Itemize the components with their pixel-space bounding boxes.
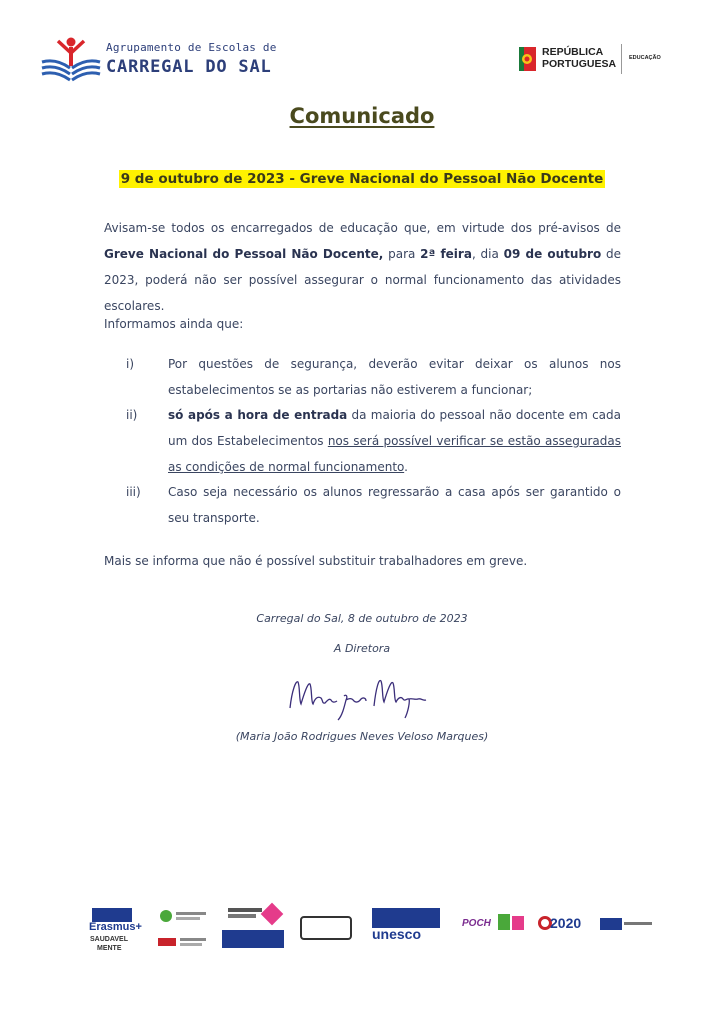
p1-weekday: 2ª feira	[420, 247, 472, 261]
p1-date: 09 de outubro	[503, 247, 602, 261]
blue-banner-icon	[222, 930, 284, 948]
network-text-mark	[176, 912, 206, 915]
autonomia-text-mark	[228, 914, 256, 918]
page-title: Comunicado	[289, 104, 435, 128]
rbe-text-mark	[180, 943, 202, 946]
list-item-number: iii)	[126, 485, 141, 499]
unesco-emblem-icon	[372, 908, 440, 928]
handwritten-signature-icon	[282, 668, 432, 724]
footer-logos	[0, 900, 724, 960]
poch-graphic-icon	[498, 914, 510, 930]
gov-name-line1: REPÚBLICA	[542, 46, 604, 58]
autonomia-text-mark	[228, 908, 262, 912]
closing-paragraph: Mais se informa que não é possível substituir trabalhadores em greve.	[104, 554, 528, 568]
unesco-label: unesco	[372, 926, 422, 942]
signatory-role: A Diretora	[333, 642, 391, 655]
poch-graphic-icon	[512, 916, 524, 930]
list-item-text	[168, 402, 621, 480]
p1-text-c: para	[383, 247, 421, 261]
eu-text-mark	[624, 922, 652, 925]
list-item-number: ii)	[126, 408, 138, 422]
subtitle	[0, 168, 724, 187]
subtitle-date: 9 de outubro de 2023	[120, 171, 285, 187]
gov-logo-divider	[621, 44, 622, 74]
p1-text-g: de 2023, poderá não ser possível assegurar o normal funcionamento das atividades escolares.	[104, 247, 621, 313]
erasmus-label: Erasmus+	[89, 921, 142, 933]
school-logo	[40, 36, 277, 84]
place-date: Carregal do Sal, 8 de outubro de 2023	[256, 612, 468, 625]
list-item-bold: só após a hora de entrada	[168, 408, 348, 422]
eu-flag-icon	[600, 918, 622, 930]
list-item-end: .	[404, 460, 408, 474]
gov-name-line2: PORTUGUESA	[542, 58, 617, 70]
p1-text-e: , dia	[471, 247, 504, 261]
saudavel-label-1: SAUDAVEL	[90, 936, 128, 943]
poch-label: POCH	[462, 918, 491, 929]
subtitle-event: Greve Nacional do Pessoal Não Docente	[299, 171, 604, 187]
list-item-text: Por questões de segurança, deverão evitar deixar os alunos nos estabelecimentos se as portarias não estiverem a funcionar;	[168, 357, 621, 397]
saudavel-label-2: MENTE	[97, 945, 122, 952]
erasmus-flag-icon	[92, 908, 132, 922]
escola-saudavel-icon	[300, 916, 352, 940]
network-text-mark	[176, 917, 200, 920]
school-name-line2: CARREGAL DO SAL	[106, 57, 272, 77]
info-intro: Informamos ainda que:	[104, 317, 244, 331]
subtitle-highlight	[119, 170, 606, 188]
p1-strike-name: Greve Nacional do Pessoal Não Docente,	[104, 247, 384, 261]
list-item-text: Caso seja necessário os alunos regressarão a casa após ser garantido o seu transporte.	[168, 485, 621, 525]
school-emblem-icon	[40, 36, 102, 84]
notice-paragraph	[104, 215, 621, 319]
signatory-full-name: (Maria João Rodrigues Neves Veloso Marques)	[235, 730, 489, 743]
gov-ministry: EDUCAÇÃO	[629, 55, 661, 61]
portugal2020-label: 2020	[550, 915, 582, 931]
government-logo	[516, 44, 676, 78]
list-item-mid: da maioria do pessoal não docente em cada um dos Estabelecimentos	[168, 408, 621, 448]
school-name-line1: Agrupamento de Escolas de	[106, 41, 277, 54]
subtitle-separator: -	[284, 171, 300, 187]
republic-emblem-icon	[516, 45, 538, 73]
p1-text-a: Avisam-se todos os encarregados de educação que, em virtude dos pré-avisos de	[104, 221, 621, 235]
list-item-underlined: nos será possível verificar se estão asseguradas as condições de normal funcionamento	[168, 434, 621, 474]
green-network-icon	[160, 910, 172, 922]
autonomia-diamond-icon	[261, 903, 284, 926]
rbe-text-mark	[180, 938, 206, 941]
rbe-icon	[158, 938, 176, 946]
list-item-number: i)	[126, 357, 135, 371]
